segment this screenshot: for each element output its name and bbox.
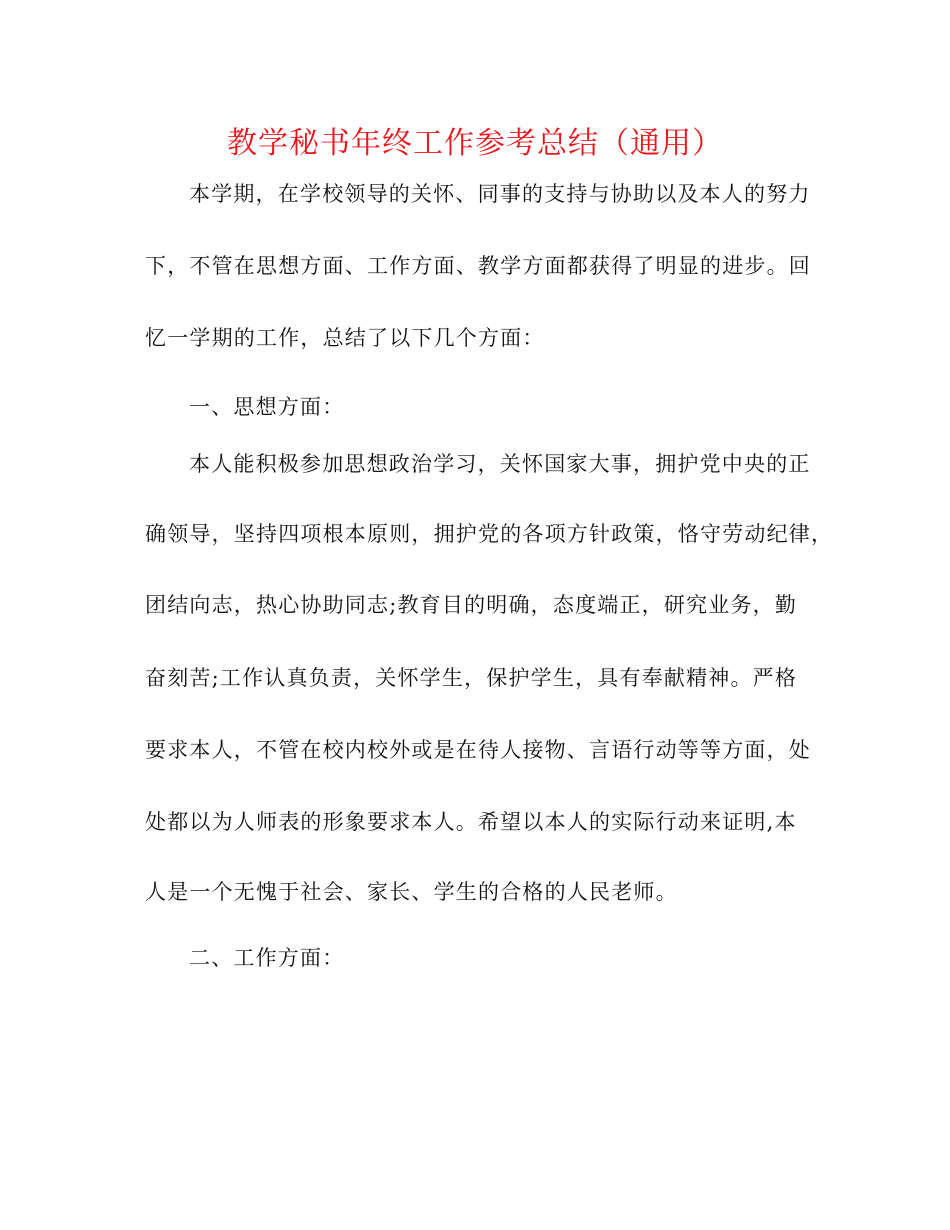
section-heading: 一、思想方面： <box>189 395 345 419</box>
paragraph-line: 本人能积极参加思想政治学习，关怀国家大事，拥护党中央的正 <box>189 452 811 476</box>
document-title: 教学秘书年终工作参考总结（通用） <box>227 126 723 161</box>
paragraph-line: 下，不管在思想方面、工作方面、教学方面都获得了明显的进步。回 <box>145 254 811 278</box>
paragraph-line: 团结向志，热心协助同志;教育目的明确，态度端正，研究业务，勤 <box>145 593 798 617</box>
paragraph-line: 要求本人，不管在校内校外或是在待人接物、言语行动等等方面，处 <box>145 738 811 762</box>
paragraph-line: 人是一个无愧于社会、家长、学生的合格的人民老师。 <box>145 880 678 904</box>
paragraph-line: 处都以为人师表的形象要求本人。希望以本人的实际行动来证明,本 <box>145 810 797 834</box>
paragraph-line: 忆一学期的工作，总结了以下几个方面： <box>145 326 545 350</box>
paragraph-line: 本学期，在学校领导的关怀、同事的支持与协助以及本人的努力 <box>189 182 811 206</box>
paragraph-line: 确领导，坚持四项根本原则，拥护党的各项方针政策，恪守劳动纪律， <box>145 522 834 546</box>
section-heading: 二、工作方面： <box>189 946 345 970</box>
paragraph-line: 奋刻苦;工作认真负责，关怀学生，保护学生，具有奉献精神。严格 <box>145 666 798 690</box>
